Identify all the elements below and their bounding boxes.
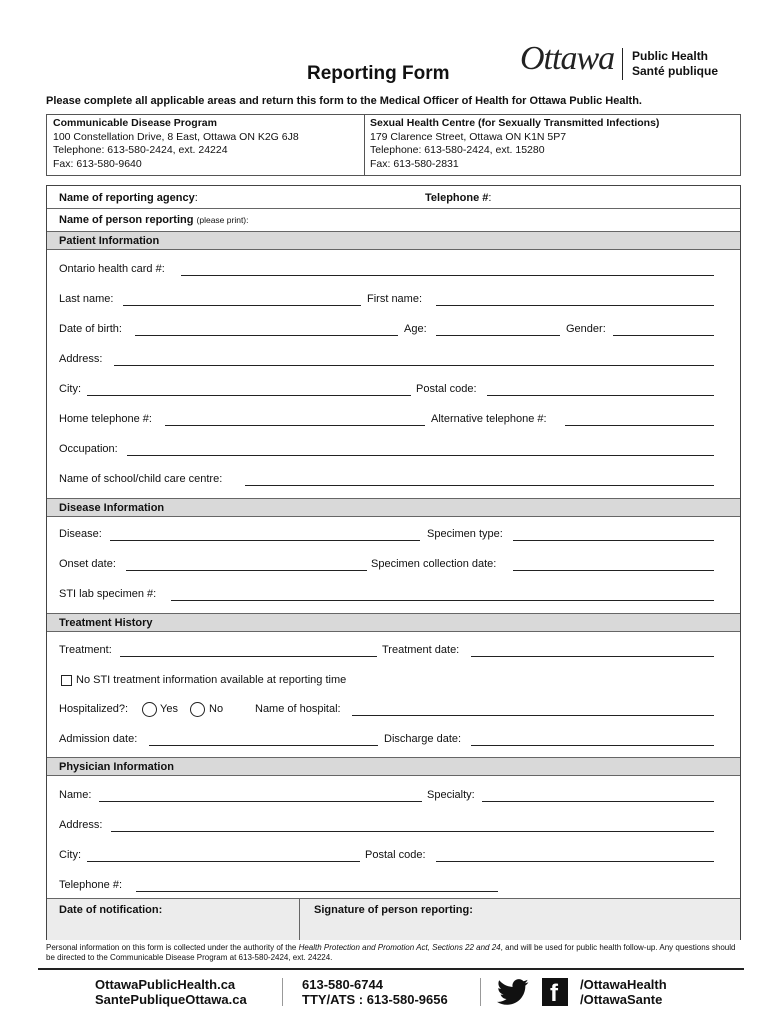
reporting-form (46, 185, 741, 940)
physician-city-field[interactable] (87, 861, 360, 862)
row-divider (47, 208, 740, 209)
treatment-label: Treatment: (59, 644, 112, 656)
specialty-label: Specialty: (427, 789, 475, 801)
occupation-field[interactable] (127, 455, 714, 456)
hospitalized-no-radio[interactable] (190, 702, 205, 717)
postal-field[interactable] (487, 395, 714, 396)
section-disease: Disease Information (47, 498, 740, 517)
contact-box (46, 114, 741, 176)
signature-label: Signature of person reporting: (314, 904, 473, 916)
age-label: Age: (404, 323, 427, 335)
privacy-note: Personal information on this form is collected under the authority of the Health Protection and Promotion Act, Sections 22 and 24, and will be used for public health follow-up. Any questions should be directed to the Communicable Disease Program at 613-580-2424, ext. 24224. (46, 943, 736, 962)
first-name-label: First name: (367, 293, 423, 305)
notification-date-label: Date of notification: (59, 904, 163, 916)
contact-shc-phone: Telephone: 613-580-2424, ext. 15280 (370, 144, 545, 156)
address-label: Address: (59, 353, 103, 365)
health-card-label: Ontario health card #: (59, 263, 165, 275)
section-patient: Patient Information (47, 231, 740, 250)
first-name-field[interactable] (436, 305, 714, 306)
website-fr[interactable]: SantePubliqueOttawa.ca (95, 992, 247, 1007)
notification-date-cell[interactable] (47, 899, 300, 940)
address-field[interactable] (114, 365, 714, 366)
physician-name-label: Name: (59, 789, 92, 801)
hospital-name-field[interactable] (352, 715, 714, 716)
no-sti-checkbox[interactable] (61, 675, 72, 686)
instructions: Please complete all applicable areas and return this form to the Medical Officer of Health for Ottawa Public Health. (46, 95, 642, 107)
section-physician: Physician Information (47, 757, 740, 776)
hospital-name-label: Name of hospital: (255, 703, 341, 715)
specimen-type-label: Specimen type: (427, 528, 503, 540)
onset-label: Onset date: (59, 558, 116, 570)
treatment-date-label: Treatment date: (382, 644, 460, 656)
footer-phones (302, 977, 448, 1007)
treatment-field[interactable] (120, 656, 377, 657)
contact-shc-name: Sexual Health Centre (for Sexually Transmitted Infections) (370, 117, 660, 129)
disease-field[interactable] (110, 540, 420, 541)
school-label: Name of school/child care centre: (59, 473, 223, 485)
hospitalized-no-label: No (209, 703, 224, 715)
footer-social (580, 977, 667, 1007)
contact-shc-address: 179 Clarence Street, Ottawa ON K1N 5P7 (370, 130, 567, 143)
logo-text (632, 49, 718, 79)
home-phone-field[interactable] (165, 425, 425, 426)
hospitalized-label: Hospitalized?: (59, 703, 129, 715)
specimen-type-field[interactable] (513, 540, 714, 541)
footer-websites (95, 977, 247, 1007)
footer-tty: TTY/ATS : 613-580-9656 (302, 992, 448, 1007)
please-print-note: (please print): (196, 215, 249, 225)
alt-phone-field[interactable] (565, 425, 714, 426)
health-card-field[interactable] (181, 275, 714, 276)
contact-cdp-address: 100 Constellation Drive, 8 East, Ottawa ON K2G 6J8 (53, 130, 299, 143)
treatment-date-field[interactable] (471, 656, 714, 657)
no-sti-label: No STI treatment information available at reporting time (76, 674, 347, 686)
physician-name-field[interactable] (99, 801, 422, 802)
person-reporting-label: Name of person reporting (please print): (59, 214, 249, 226)
ottawa-logo: Ottawa (520, 40, 615, 77)
hospitalized-yes-label: Yes (160, 703, 178, 715)
physician-city-label: City: (59, 849, 81, 861)
city-field[interactable] (87, 395, 411, 396)
admission-label: Admission date: (59, 733, 138, 745)
onset-field[interactable] (126, 570, 367, 571)
contact-cdp-name: Communicable Disease Program (53, 117, 217, 129)
privacy-act: Health Protection and Promotion Act, Sections 22 and 24 (298, 943, 501, 952)
contact-cdp (53, 117, 299, 171)
logo-text-fr: Santé publique (632, 64, 719, 78)
postal-label: Postal code: (416, 383, 477, 395)
contact-divider (364, 115, 365, 175)
sti-lab-label: STI lab specimen #: (59, 588, 157, 600)
contact-shc (370, 117, 659, 171)
logo-text-en: Public Health (632, 49, 709, 63)
specialty-field[interactable] (482, 801, 714, 802)
contact-shc-fax: Fax: 613-580-2831 (370, 157, 459, 170)
collection-date-label: Specimen collection date: (371, 558, 497, 570)
footer-separator (282, 978, 283, 1006)
physician-postal-label: Postal code: (365, 849, 426, 861)
twitter-icon[interactable] (496, 979, 530, 1007)
discharge-label: Discharge date: (384, 733, 462, 745)
sti-lab-field[interactable] (171, 600, 714, 601)
physician-phone-label: Telephone #: (59, 879, 122, 891)
dob-label: Date of birth: (59, 323, 122, 335)
social-en[interactable]: /OttawaHealth (580, 977, 667, 992)
facebook-glyph: f (550, 980, 558, 1007)
physician-address-field[interactable] (111, 831, 714, 832)
physician-phone-field[interactable] (136, 891, 498, 892)
section-treatment: Treatment History (47, 613, 740, 632)
age-field[interactable] (436, 335, 560, 336)
hospitalized-yes-radio[interactable] (142, 702, 157, 717)
city-label: City: (59, 383, 81, 395)
discharge-field[interactable] (471, 745, 714, 746)
agency-label: Name of reporting agency: (59, 192, 198, 204)
footer-phone: 613-580-6744 (302, 977, 383, 992)
alt-phone-label: Alternative telephone #: (431, 413, 547, 425)
admission-field[interactable] (149, 745, 378, 746)
signature-cell[interactable] (300, 899, 740, 940)
occupation-label: Occupation: (59, 443, 118, 455)
collection-date-field[interactable] (513, 570, 714, 571)
footer-separator (480, 978, 481, 1006)
social-fr[interactable]: /OttawaSante (580, 992, 663, 1007)
last-name-field[interactable] (123, 305, 361, 306)
gender-field[interactable] (613, 335, 714, 336)
gender-label: Gender: (566, 323, 606, 335)
contact-cdp-phone: Telephone: 613-580-2424, ext. 24224 (53, 144, 228, 156)
logo-divider (622, 48, 623, 80)
telephone-label: Telephone #: (425, 192, 492, 204)
footer-rule (38, 968, 744, 970)
dob-field[interactable] (135, 335, 398, 336)
disease-label: Disease: (59, 528, 102, 540)
last-name-label: Last name: (59, 293, 114, 305)
facebook-icon[interactable] (542, 978, 568, 1006)
physician-postal-field[interactable] (436, 861, 714, 862)
school-field[interactable] (245, 485, 714, 486)
home-phone-label: Home telephone #: (59, 413, 152, 425)
physician-address-label: Address: (59, 819, 103, 831)
website-en[interactable]: OttawaPublicHealth.ca (95, 977, 236, 992)
page-title: Reporting Form (307, 63, 450, 84)
contact-cdp-fax: Fax: 613-580-9640 (53, 157, 142, 170)
